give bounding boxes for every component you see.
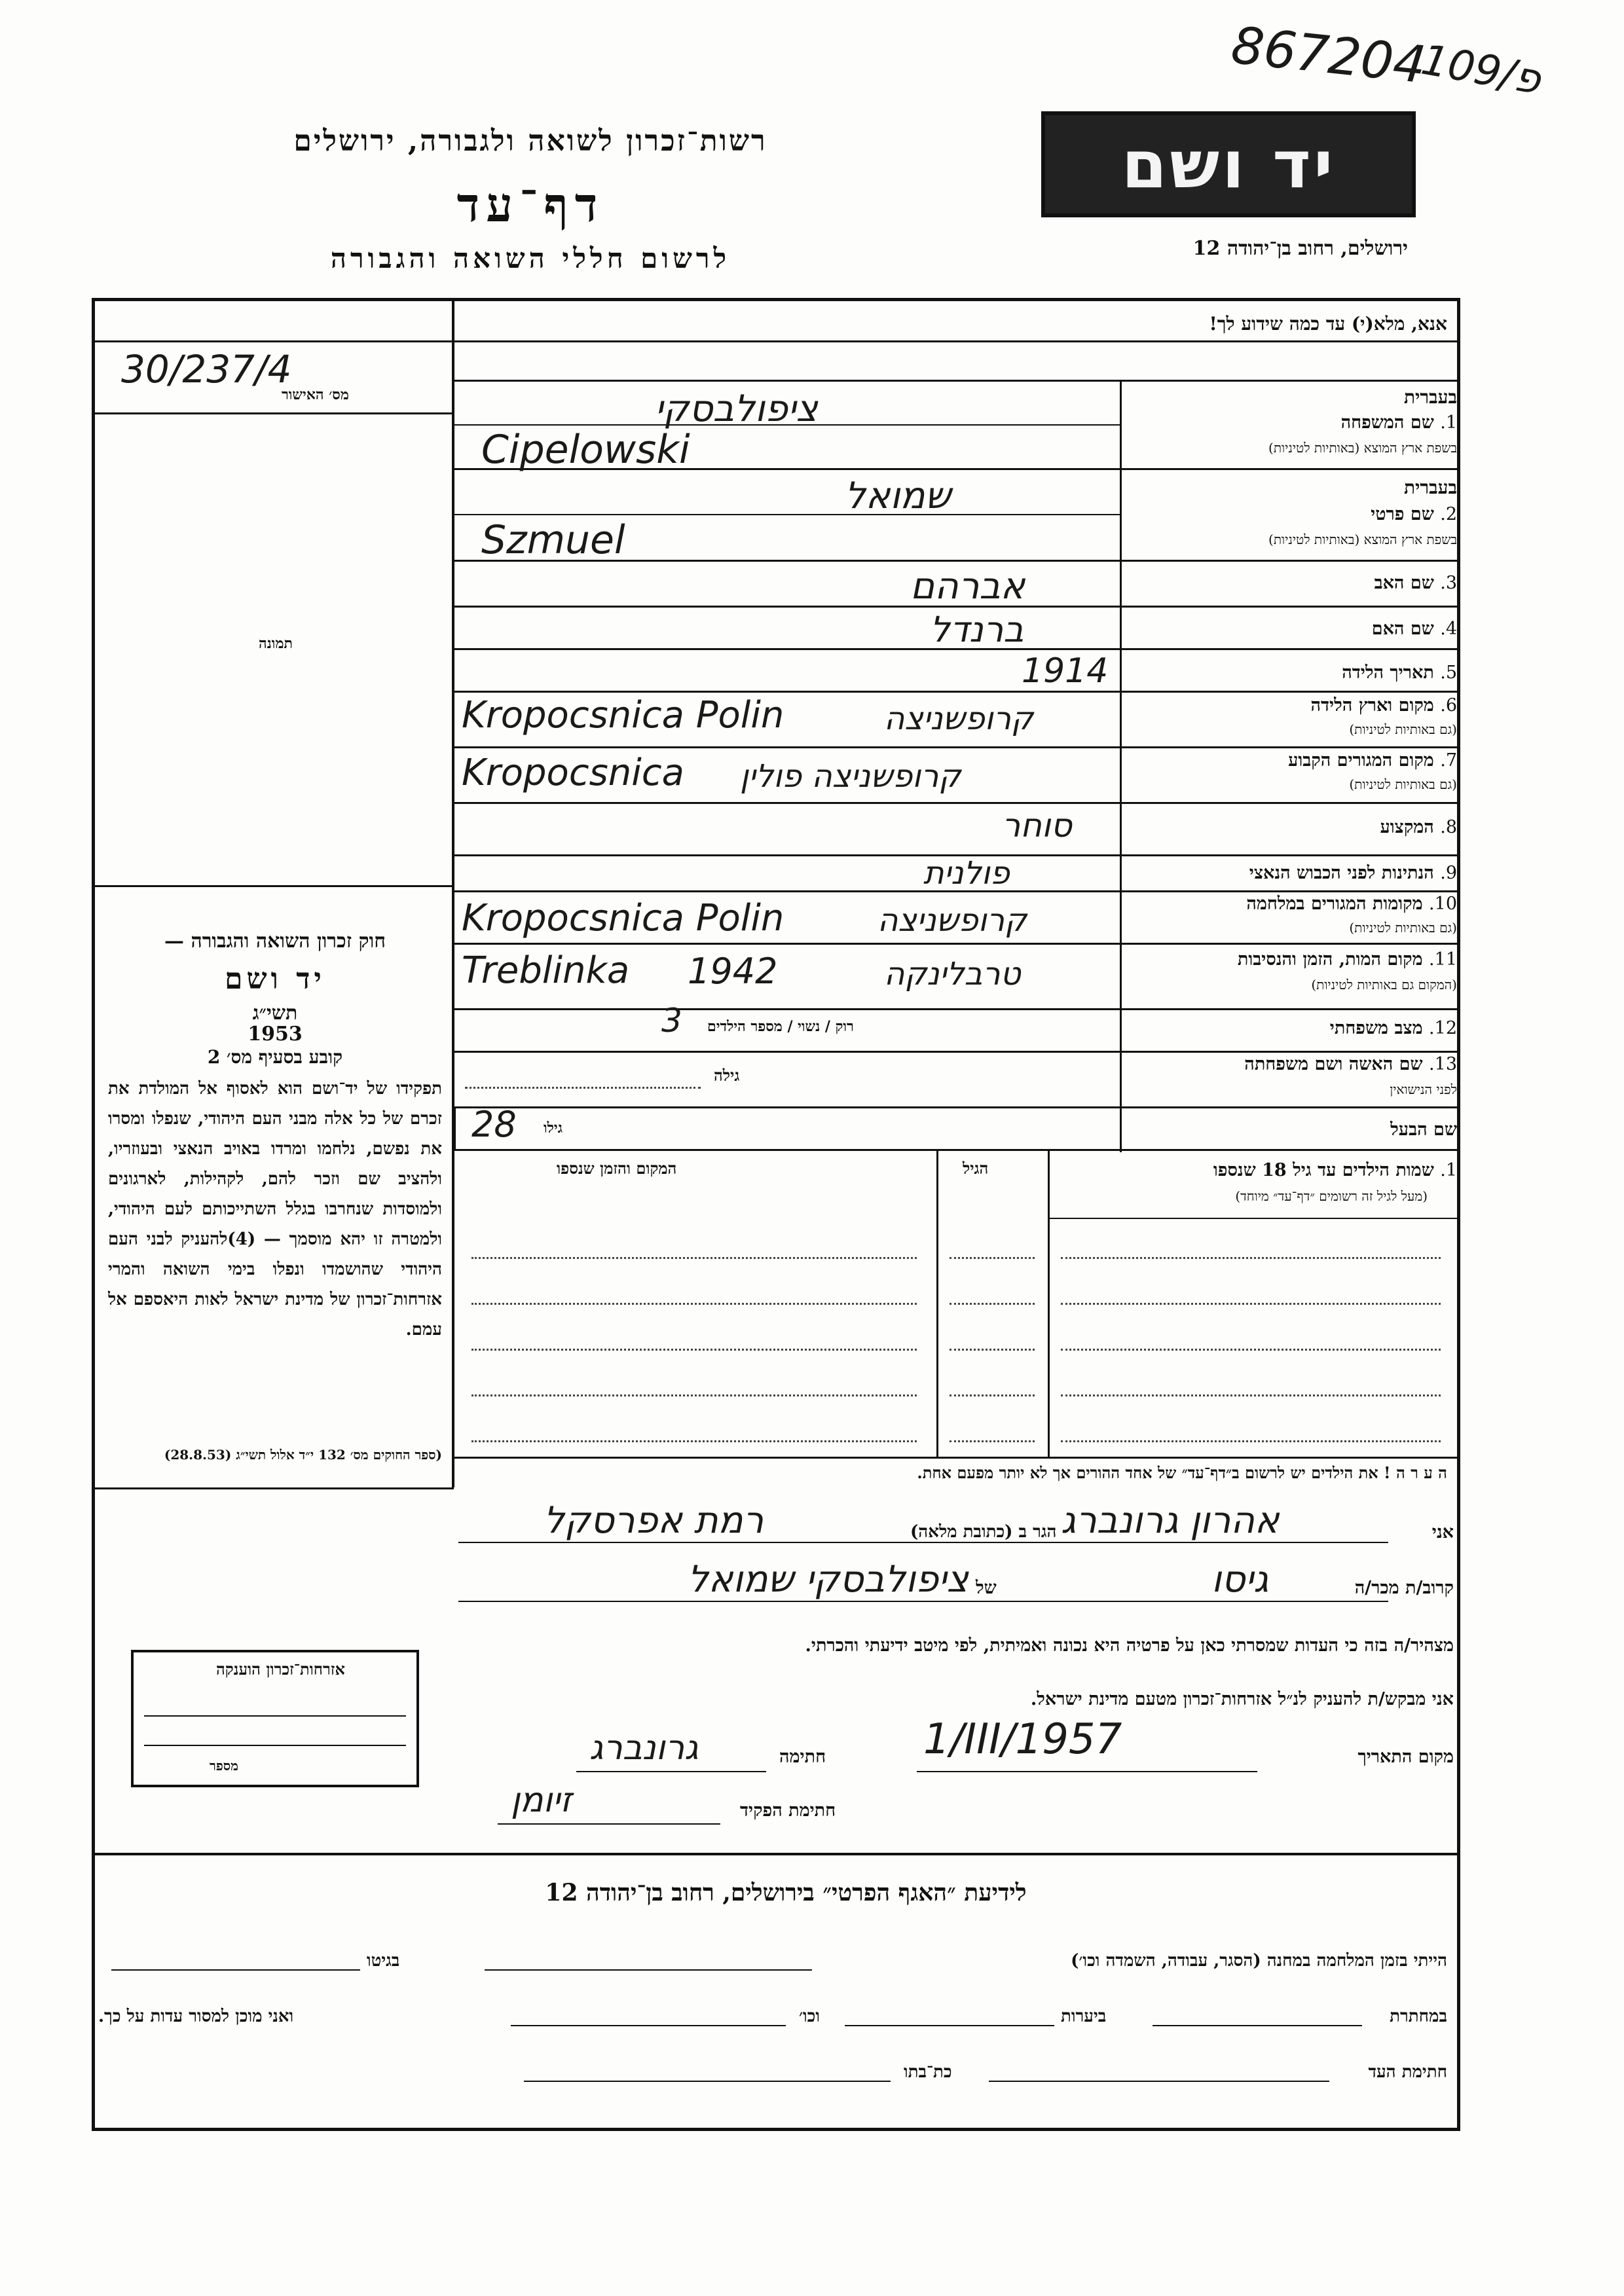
official-signature-label: חתימת הפקיד <box>740 1800 836 1821</box>
page-subtitle: לרשום חללי השואה והגבורה <box>330 242 731 274</box>
footer-forests: ביערות <box>1061 2007 1107 2026</box>
marital-status-options: רוק / נשוי / מספר הילדים <box>707 1018 854 1035</box>
law-body: תפקידו של יד־ושם הוא לאסוף אל המולדת את זכרם של כל אלה מבני העם היהודי, שנפלו ומסרו את נפשם, נלחמו ומרדו באויב הנאצי ובעוזריו, ולהציב שם וזכר להם, לקהילות, לארגונים ולמוסדות שנחרבו בגלל השתייכותם לעם היהודי, ולמטרה זו יהא מוסמך — (4)להעניק לבני העם היהודי שהושמדו ונפלו בימי השואה והמרי אזרחות־זכרון של מדינת ישראל לאות היאספם אל עמם. <box>108 1079 443 1339</box>
law-source: (ספר החוקים מס׳ 132 י״ד אלול תשי״ג (28.8.53) <box>164 1447 442 1463</box>
birth-place-latin: Kropocsnica Polin <box>462 694 784 737</box>
official-signature: זיומן <box>511 1781 572 1820</box>
wife-age-label: גילה <box>714 1066 740 1085</box>
wartime-residence-hebrew: קרופשניצה <box>877 902 1027 939</box>
field-3-label: 3. שם האב <box>1374 573 1457 593</box>
field-5-label: 5. תאריך הלידה <box>1342 663 1457 683</box>
citizenship-number-label: מספר <box>210 1758 238 1774</box>
husband-age-label: גילו <box>544 1120 563 1137</box>
field-9-label: 9. הנתינות לפני הכבוש הנאצי <box>1249 863 1457 883</box>
wartime-residence-latin: Kropocsnica Polin <box>462 897 784 939</box>
law-clause: קובע בסעיף מס׳ 2 <box>207 1046 343 1068</box>
children-note: ה ע ר ה ! את הילדים יש לרשום ב״דף־עד״ של אחד ההורים אך לא יותר מפעם אחת. <box>917 1463 1447 1482</box>
declarant-name: אהרון גרונברג <box>1061 1499 1280 1542</box>
declaration-date: 1/III/1957 <box>923 1715 1122 1764</box>
in-hebrew-label-1: בעברית <box>1403 386 1457 408</box>
page-title: דף־עד <box>456 177 604 232</box>
signature-label: חתימה <box>779 1747 826 1767</box>
surname-hebrew: ציפולבסקי <box>655 388 818 430</box>
field-11-sub: (המקום גם באותיות לטיניות) <box>1311 977 1457 993</box>
footer-witness-signature: חתימת העד <box>1368 2062 1447 2082</box>
address: ירושלים, רחוב בן־יהודה 12 <box>1192 237 1408 260</box>
field-6-label: 6. מקום וארץ הלידה <box>1310 695 1457 716</box>
field-2-label: 2. שם פרטי <box>1371 504 1457 524</box>
field-10-sub: (גם באותיות לטיניות) <box>1349 920 1457 936</box>
mother-name: ברנדל <box>930 609 1024 650</box>
citizenship-title: אזרחות־זכרון הוענקה <box>216 1660 345 1679</box>
field-1-sub: בשפת ארץ המוצא (באותיות לטיניות) <box>1268 440 1457 456</box>
footer-title: לידיעת ״האגף הפרטי״ בירושלים, רחוב בן־יהודה 12 <box>545 1879 1027 1906</box>
declarant-address-label: הגר ב (כתובת מלאה) <box>910 1522 1057 1542</box>
authority-name: רשות־זכרון לשואה ולגבורה, ירושלים <box>293 124 767 158</box>
field-8-label: 8. המקצוע <box>1380 817 1457 837</box>
field-2-sub: בשפת ארץ המוצא (באותיות לטיניות) <box>1268 532 1457 547</box>
field-6-sub: (גם באותיות לטיניות) <box>1349 721 1457 737</box>
photo-label: תמונה <box>259 635 293 652</box>
death-year: 1942 <box>688 951 778 992</box>
archive-number-stamp: 867204 <box>1228 16 1429 96</box>
footer-etc: וכו׳ <box>799 2007 821 2026</box>
approval-number-label: מס׳ האישור <box>282 386 349 403</box>
field-1-label: 1. שם המשפחה <box>1340 412 1457 433</box>
children-section-sub: (מעל לגיל זה רשומים ״דף־עד״ מיוחד) <box>1235 1188 1428 1204</box>
in-hebrew-label-2: בעברית <box>1403 477 1457 498</box>
surname-latin: Cipelowski <box>481 427 690 473</box>
declarant-of-label: של <box>976 1578 997 1598</box>
footer-line1-label: הייתי בזמן המלחמה במחנה (הסגר, עבודה, השמדה וכו׳) <box>1071 1951 1447 1971</box>
declarant-relation: גיסו <box>1211 1558 1269 1601</box>
field-7-sub: (גם באותיות לטיניות) <box>1349 776 1457 792</box>
approval-number: 30/237/4 <box>121 347 292 392</box>
declarant-i-label: אני <box>1431 1522 1454 1542</box>
children-section-title: 1. שמות הילדים עד גיל 18 שנספו <box>1213 1160 1457 1180</box>
yad-vashem-logo: יד ושם <box>1041 111 1416 217</box>
death-place-latin: Treblinka <box>462 949 630 992</box>
law-year: 1953 <box>248 1023 303 1046</box>
archive-code-stamp: 109/פ <box>1417 35 1545 105</box>
age-value: 28 <box>471 1104 517 1145</box>
declaration-text: מצהיר/ה בזה כי העדות שמסרתי כאן על פרטיה היא נכונה ואמיתית, לפי מיטב ידיעתי והכרתי. <box>805 1635 1454 1656</box>
declarant-address: רמת אפרסקל <box>544 1499 764 1542</box>
instruction: אנא, מלא(י) עד כמה שידוע לך! <box>1209 313 1447 335</box>
declarant-relation-label: קרוב/ת מכר/ה <box>1354 1578 1454 1598</box>
nationality: פולנית <box>923 855 1010 892</box>
husband-label: שם הבעל <box>1390 1120 1457 1140</box>
field-13-sub: לפני הנישואין <box>1390 1082 1457 1097</box>
children-count: 3 <box>661 1002 682 1040</box>
birth-place-hebrew: קרופשניצה <box>884 701 1033 737</box>
children-col-age: הגיל <box>963 1159 989 1178</box>
law-title: חוק זכרון השואה והגבורה — <box>164 930 386 953</box>
given-name-hebrew: שמואל <box>845 475 951 517</box>
place-date-label: מקום התאריך <box>1357 1747 1454 1767</box>
birth-date: 1914 <box>1022 651 1109 691</box>
children-col-place: המקום והזמן שנספו <box>557 1159 677 1178</box>
footer-underground: במחתרת <box>1390 2007 1447 2026</box>
field-7-label: 7. מקום המגורים הקבוע <box>1288 750 1457 771</box>
residence-hebrew: קרופשניצה פולין <box>740 758 961 795</box>
field-11-label: 11. מקום המות, הזמן והנסיבות <box>1237 949 1457 970</box>
footer-ready-testify: ואני מוכן למסור עדות על כך. <box>98 2007 294 2026</box>
residence-latin: Kropocsnica <box>462 752 684 794</box>
law-name: יד ושם <box>225 962 325 996</box>
footer-ghetto: בגיטו <box>367 1951 400 1971</box>
law-year-hebrew: תשי״ג <box>252 1002 298 1025</box>
field-12-label: 12. מצב משפחתי <box>1329 1018 1457 1038</box>
declarant-relation-of: ציפולבסקי שמואל <box>688 1558 969 1601</box>
field-10-label: 10. מקומות המגורים במלחמה <box>1246 894 1457 914</box>
father-name: אברהם <box>910 565 1025 608</box>
given-name-latin: Szmuel <box>481 517 625 563</box>
field-13-label: 13. שם האשה ושם משפחתה <box>1244 1054 1457 1074</box>
footer-address: כת־בתו <box>904 2062 952 2082</box>
death-place-hebrew: טרבלינקה <box>884 956 1021 993</box>
declarant-signature: גרונברג <box>589 1728 699 1768</box>
request-text: אני מבקש/ת להעניק לנ״ל אזרחות־זכרון מטעם מדינת ישראל. <box>1030 1689 1454 1709</box>
occupation: סוחר <box>1002 807 1072 845</box>
field-4-label: 4. שם האם <box>1371 619 1457 639</box>
